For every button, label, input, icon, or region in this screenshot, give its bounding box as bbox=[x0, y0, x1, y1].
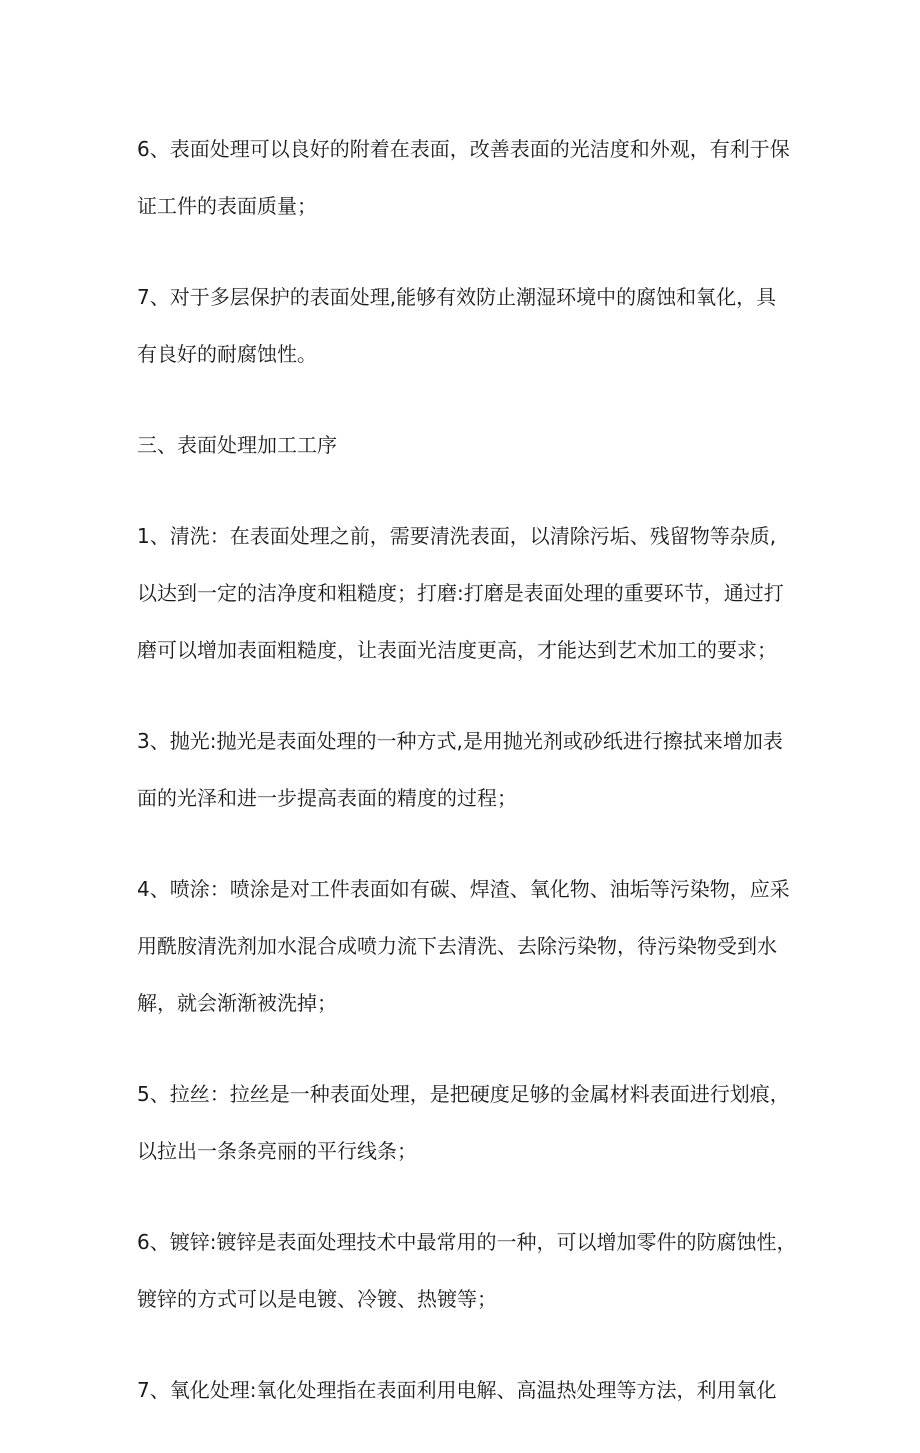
text-line: 5、拉丝：拉丝是一种表面处理，是把硬度足够的金属材料表面进行划痕， bbox=[137, 1082, 790, 1106]
text-line: 解，就会渐渐被洗掉； bbox=[137, 991, 337, 1015]
paragraph-step-brushing bbox=[137, 1066, 809, 1180]
text-line: 7、对于多层保护的表面处理,能够有效防止潮湿环境中的腐蚀和氧化，具 bbox=[137, 285, 777, 309]
text-line: 3、抛光:抛光是表面处理的一种方式,是用抛光剂或砂纸进行擦拭来增加表 bbox=[137, 729, 783, 753]
section-heading bbox=[137, 417, 809, 474]
paragraph-step-spraying bbox=[137, 861, 809, 1032]
text-line: 证工件的表面质量； bbox=[137, 194, 317, 218]
text-line: 4、喷涂：喷涂是对工件表面如有碳、焊渣、氧化物、油垢等污染物，应采 bbox=[137, 877, 790, 901]
text-line: 以达到一定的洁净度和粗糙度；打磨:打磨是表面处理的重要环节，通过打 bbox=[137, 581, 784, 605]
text-line: 磨可以增加表面粗糙度，让表面光洁度更高，才能达到艺术加工的要求； bbox=[137, 638, 777, 662]
heading-text: 三、表面处理加工工序 bbox=[137, 433, 337, 457]
document-body bbox=[137, 121, 809, 1453]
text-line: 6、表面处理可以良好的附着在表面，改善表面的光洁度和外观，有利于保 bbox=[137, 137, 790, 161]
text-line: 用酰胺清洗剂加水混合成喷力流下去清洗、去除污染物，待污染物受到水 bbox=[137, 934, 777, 958]
text-line: 有良好的耐腐蚀性。 bbox=[137, 342, 317, 366]
text-line: 6、镀锌:镀锌是表面处理技术中最常用的一种，可以增加零件的防腐蚀性， bbox=[137, 1230, 797, 1254]
paragraph-corrosion-resistance bbox=[137, 269, 809, 383]
paragraph-surface-quality bbox=[137, 121, 809, 235]
paragraph-step-galvanizing bbox=[137, 1214, 809, 1328]
paragraph-step-polishing bbox=[137, 713, 809, 827]
paragraph-step-cleaning bbox=[137, 508, 809, 679]
text-line: 1、清洗：在表面处理之前，需要清洗表面，以清除污垢、残留物等杂质, bbox=[137, 524, 777, 548]
text-line: 面的光泽和进一步提高表面的精度的过程； bbox=[137, 786, 517, 810]
text-line: 以拉出一条条亮丽的平行线条； bbox=[137, 1139, 417, 1163]
text-line: 7、氧化处理:氧化处理指在表面利用电解、高温热处理等方法，利用氧化 bbox=[137, 1378, 777, 1402]
text-line: 镀锌的方式可以是电镀、冷镀、热镀等； bbox=[137, 1287, 497, 1311]
paragraph-step-oxidation bbox=[137, 1362, 809, 1419]
